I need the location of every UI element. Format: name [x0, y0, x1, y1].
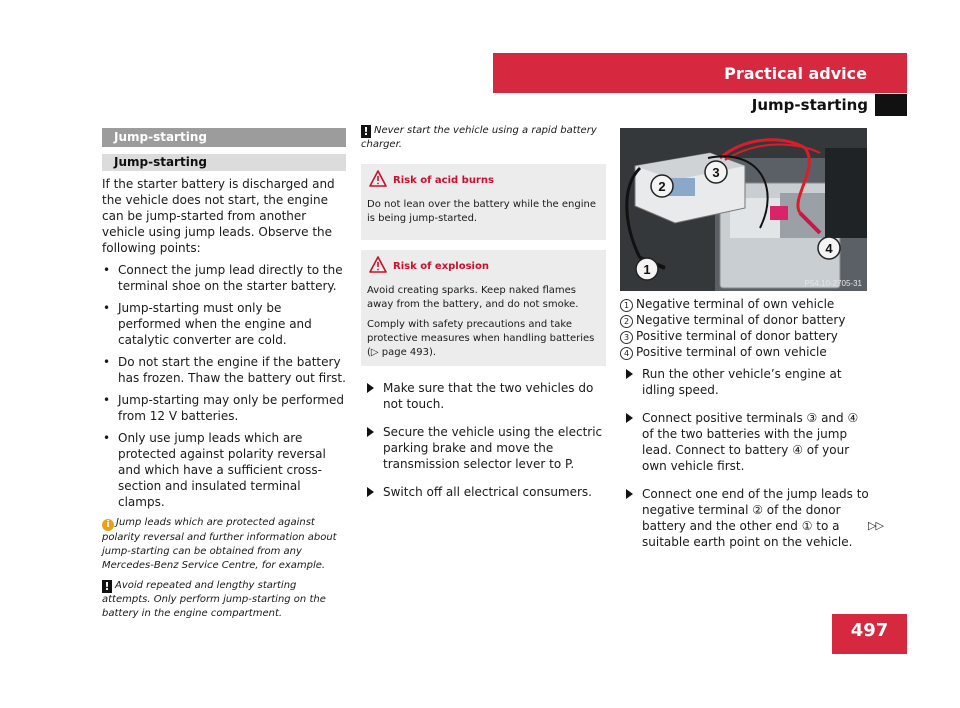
image-code: P54.10-2705-31	[804, 279, 862, 288]
rapid-charger-caution: ! Never start the vehicle using a rapid battery charger.	[361, 125, 597, 150]
svg-text:2: 2	[658, 179, 666, 194]
page-number: 497	[850, 620, 889, 641]
arrow-icon	[367, 383, 374, 393]
warning-text: Avoid creating sparks. Keep naked flames away from the battery, and do not smoke.	[367, 285, 579, 310]
warning-title: Risk of acid burns	[393, 175, 494, 186]
bullet-item: • Do not start the engine if the battery has frozen. Thaw the battery out first.	[103, 355, 346, 385]
warning-triangle-icon	[369, 170, 387, 187]
arrow-icon	[626, 369, 633, 379]
intro-text: If the starter battery is discharged and the vehicle does not start, the engine can be jump-started from another vehicle using jump leads. Observe the following points:	[102, 177, 335, 255]
legend-item: 1 Negative terminal of own vehicle	[620, 296, 870, 312]
step-item: Connect one end of the jump leads to negative terminal ② of the donor battery and the other end ① to a suitable earth point on the vehicle.	[620, 486, 870, 550]
step-item: Secure the vehicle using the electric parking brake and move the transmission selector lever to P.	[361, 424, 609, 472]
caution-icon: !	[361, 125, 371, 138]
caution-note: ! Avoid repeated and lengthy starting attempts. Only perform jump-starting on the battery in the engine compartment.	[102, 580, 326, 619]
middle-steps	[361, 380, 609, 512]
arrow-icon	[367, 427, 374, 437]
step-item: Run the other vehicle’s engine at idling speed.	[620, 366, 870, 398]
info-note: i Jump leads which are protected against polarity reversal and further information about jump-starting can be obtained from any Mercedes-Benz Service Centre, for example.	[102, 517, 337, 571]
warning-acid-burns	[361, 164, 606, 240]
battery-illustration	[620, 128, 867, 291]
legend-item: 4 Positive terminal of own vehicle	[620, 344, 870, 360]
bullet-item: • Only use jump leads which are protected against polarity reversal and which have a sufficient cross-section and insulated terminal clamps.	[103, 431, 326, 509]
legend-item: 2 Negative terminal of donor battery	[620, 312, 870, 328]
header-marker	[875, 94, 907, 116]
warning-triangle-icon	[369, 256, 387, 273]
left-column	[102, 176, 346, 627]
jump-start-photo	[620, 128, 867, 291]
svg-text:3: 3	[712, 165, 720, 180]
arrow-icon	[626, 413, 633, 423]
page-number-box	[832, 614, 907, 654]
svg-text:1: 1	[643, 262, 651, 277]
header-section-title: Practical advice	[724, 64, 867, 83]
right-steps	[620, 366, 870, 562]
section-bar: Jump-starting	[102, 128, 346, 147]
caution-icon: !	[102, 580, 112, 593]
arrow-icon	[367, 487, 374, 497]
step-item: Switch off all electrical consumers.	[361, 484, 609, 500]
bullet-item: • Connect the jump lead directly to the terminal shoe on the starter battery.	[103, 263, 343, 293]
bullet-item: • Jump-starting may only be performed from 12 V batteries.	[103, 393, 344, 423]
legend-item: 3 Positive terminal of donor battery	[620, 328, 870, 344]
arrow-icon	[626, 489, 633, 499]
info-icon: i	[102, 519, 114, 531]
subsection-bar: Jump-starting	[102, 154, 346, 171]
warning-text: Comply with safety precautions and take protective measures when handling batteries (▷ page 493).	[367, 319, 595, 358]
step-item: Connect positive terminals ③ and ④ of the two batteries with the jump lead. Connect to battery ④ of your own vehicle first.	[620, 410, 870, 474]
warning-text: Do not lean over the battery while the engine is being jump-started.	[367, 199, 596, 224]
continued-marker: ▷▷	[868, 519, 883, 532]
header-section-bar	[493, 53, 907, 93]
bullet-item: • Jump-starting must only be performed when the engine and catalytic converter are cold.	[103, 301, 312, 347]
header-subsection-title: Jump-starting	[751, 96, 868, 114]
photo-legend	[620, 296, 870, 360]
step-item: Make sure that the two vehicles do not touch.	[361, 380, 609, 412]
warning-title: Risk of explosion	[393, 261, 489, 272]
warning-explosion	[361, 250, 606, 366]
svg-text:4: 4	[825, 241, 833, 256]
